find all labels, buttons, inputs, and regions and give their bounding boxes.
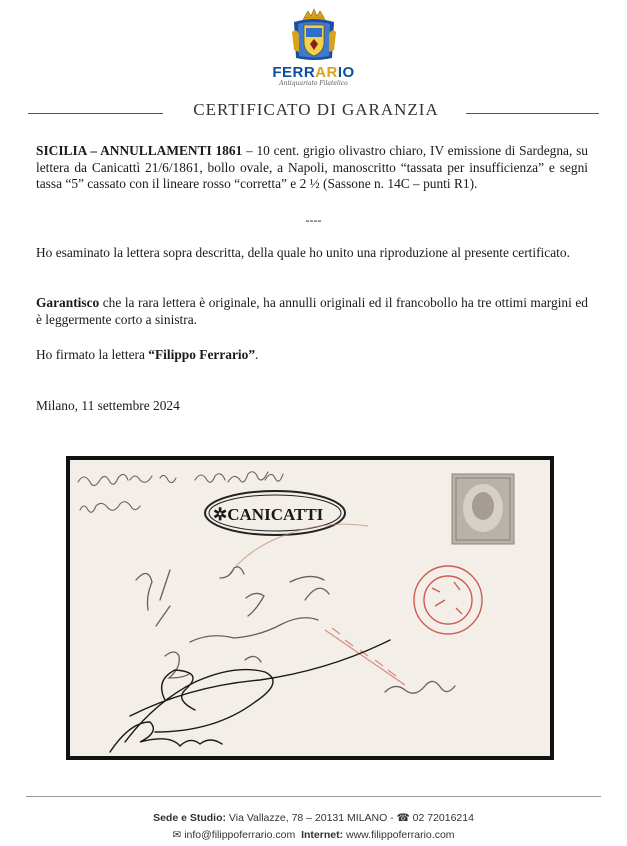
footer-internet-label: Internet: (301, 829, 344, 841)
signature-text: Ho firmato la lettera (36, 347, 149, 362)
header-logo (0, 8, 627, 87)
brand-tagline: Antiquariato Filatelico (279, 80, 348, 87)
footer-contacts (0, 829, 627, 841)
signature-text-end: . (255, 347, 259, 362)
guarantee-paragraph (36, 295, 588, 328)
title-divider-left (28, 113, 163, 114)
guarantee-keyword: Garantisco (36, 295, 100, 310)
cancel-text: ✲CANICATTI (213, 505, 324, 524)
envelope-image (66, 456, 554, 760)
signature-name: “Filippo Ferrario” (148, 347, 256, 362)
certificate-title-row (28, 100, 599, 120)
footer-address (0, 812, 627, 824)
mail-icon: ✉ (172, 829, 182, 841)
brand-part: IO (337, 64, 355, 81)
envelope-drawing (70, 460, 550, 756)
footer-address-text: Via Vallazze, 78 – 20131 MILANO - ☎ 02 72016214 (226, 812, 474, 824)
coat-of-arms-icon (290, 8, 338, 64)
separator: ---- (305, 213, 322, 227)
brand-name (0, 64, 627, 81)
description-text: – 10 cent. grigio olivastro chiaro, IV emissione di Sardegna, su lettera da Canicattì 21/6/1861, bollo ovale, a Napoli, manoscritto “tassata per insufficienza” e segni tassa “5” cassato con il lineare rosso “corretta” e 2 ½ (Sassone n. 14C – punti R1). (36, 143, 588, 191)
certificate-title: CERTIFICATO DI GARANZIA (193, 100, 439, 119)
description-paragraph (36, 143, 588, 193)
signature-paragraph (36, 347, 588, 364)
title-divider-right (466, 113, 599, 114)
guarantee-text: che la rara lettera è originale, ha annulli originali ed il francobollo ha tre ottimi margini ed è leggermente corto a sinistra. (36, 295, 588, 327)
description-heading: SICILIA – ANNULLAMENTI 1861 (36, 143, 243, 158)
examination-paragraph: Ho esaminato la lettera sopra descritta, della quale ho unito una riproduzione al presente certificato. (36, 245, 570, 260)
footer-divider (26, 796, 601, 797)
place-and-date: Milano, 11 settembre 2024 (36, 398, 180, 413)
brand-part: AR (315, 64, 338, 81)
footer-email-link[interactable]: info@filippoferrario.com (181, 829, 296, 841)
brand-part: FERR (272, 64, 316, 81)
footer-address-label: Sede e Studio: (153, 812, 226, 824)
footer-website-link[interactable]: www.filippoferrario.com (343, 829, 455, 841)
stamp-icon (452, 474, 514, 544)
